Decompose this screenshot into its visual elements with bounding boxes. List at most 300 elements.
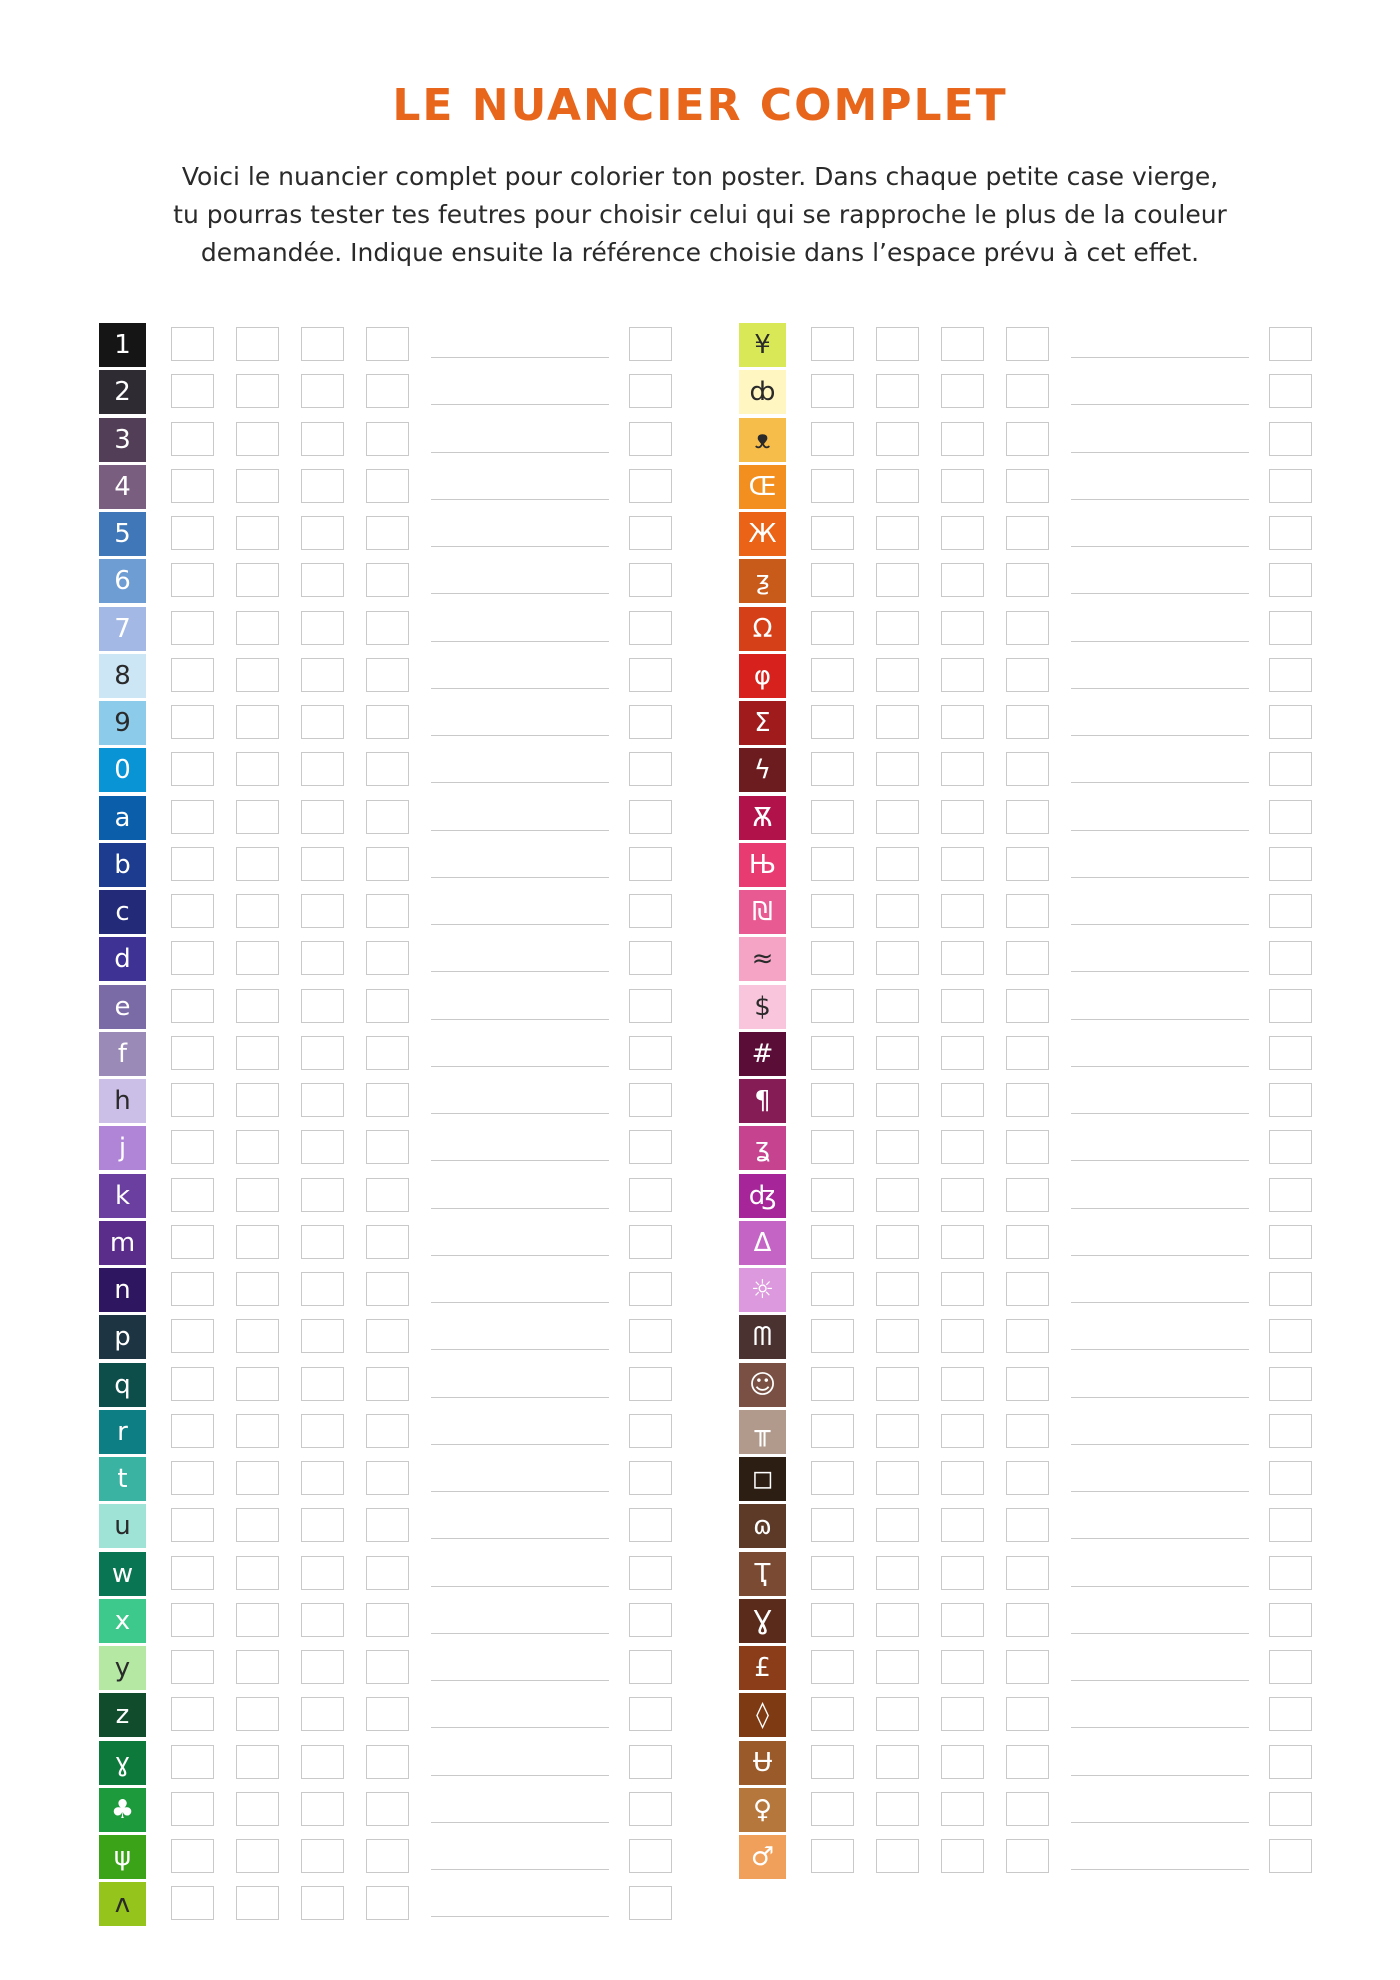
test-box-4[interactable] — [1006, 327, 1049, 361]
test-box-1[interactable] — [811, 1130, 854, 1164]
test-box-3[interactable] — [301, 800, 344, 834]
test-box-2[interactable] — [236, 1603, 279, 1637]
test-box-4[interactable] — [1006, 1556, 1049, 1590]
check-box[interactable] — [629, 1130, 672, 1164]
check-box[interactable] — [1269, 1319, 1312, 1353]
test-box-3[interactable] — [301, 752, 344, 786]
test-box-2[interactable] — [876, 847, 919, 881]
reference-line[interactable] — [1071, 1255, 1249, 1256]
test-box-1[interactable] — [811, 1792, 854, 1826]
test-box-1[interactable] — [171, 469, 214, 503]
test-box-3[interactable] — [941, 1178, 984, 1212]
reference-line[interactable] — [1071, 452, 1249, 453]
reference-line[interactable] — [1071, 499, 1249, 500]
test-box-1[interactable] — [171, 1036, 214, 1070]
check-box[interactable] — [1269, 752, 1312, 786]
test-box-4[interactable] — [366, 941, 409, 975]
test-box-1[interactable] — [171, 847, 214, 881]
test-box-1[interactable] — [811, 989, 854, 1023]
test-box-3[interactable] — [941, 1225, 984, 1259]
test-box-3[interactable] — [301, 1508, 344, 1542]
reference-line[interactable] — [1071, 688, 1249, 689]
test-box-3[interactable] — [941, 658, 984, 692]
test-box-4[interactable] — [1006, 1745, 1049, 1779]
test-box-1[interactable] — [171, 422, 214, 456]
test-box-3[interactable] — [301, 1367, 344, 1401]
test-box-3[interactable] — [941, 422, 984, 456]
reference-line[interactable] — [431, 1633, 609, 1634]
test-box-2[interactable] — [236, 658, 279, 692]
test-box-3[interactable] — [941, 516, 984, 550]
check-box[interactable] — [629, 1319, 672, 1353]
test-box-3[interactable] — [301, 1461, 344, 1495]
check-box[interactable] — [1269, 1745, 1312, 1779]
test-box-2[interactable] — [876, 705, 919, 739]
test-box-2[interactable] — [876, 894, 919, 928]
test-box-4[interactable] — [1006, 1603, 1049, 1637]
test-box-4[interactable] — [1006, 1130, 1049, 1164]
test-box-1[interactable] — [171, 1367, 214, 1401]
test-box-2[interactable] — [876, 1556, 919, 1590]
test-box-4[interactable] — [366, 516, 409, 550]
test-box-1[interactable] — [811, 1839, 854, 1873]
check-box[interactable] — [629, 894, 672, 928]
reference-line[interactable] — [1071, 1822, 1249, 1823]
reference-line[interactable] — [431, 1349, 609, 1350]
test-box-4[interactable] — [366, 1225, 409, 1259]
reference-line[interactable] — [1071, 1444, 1249, 1445]
check-box[interactable] — [1269, 1556, 1312, 1590]
test-box-1[interactable] — [171, 1461, 214, 1495]
reference-line[interactable] — [1071, 1349, 1249, 1350]
reference-line[interactable] — [431, 1727, 609, 1728]
check-box[interactable] — [629, 1036, 672, 1070]
check-box[interactable] — [629, 1603, 672, 1637]
test-box-3[interactable] — [941, 1130, 984, 1164]
reference-line[interactable] — [431, 924, 609, 925]
test-box-3[interactable] — [301, 1650, 344, 1684]
reference-line[interactable] — [1071, 1538, 1249, 1539]
test-box-4[interactable] — [366, 1272, 409, 1306]
test-box-4[interactable] — [1006, 1508, 1049, 1542]
check-box[interactable] — [629, 1792, 672, 1826]
test-box-3[interactable] — [941, 469, 984, 503]
test-box-4[interactable] — [1006, 800, 1049, 834]
test-box-4[interactable] — [1006, 1319, 1049, 1353]
test-box-2[interactable] — [876, 658, 919, 692]
reference-line[interactable] — [431, 1491, 609, 1492]
check-box[interactable] — [1269, 327, 1312, 361]
test-box-1[interactable] — [811, 1367, 854, 1401]
reference-line[interactable] — [1071, 1066, 1249, 1067]
reference-line[interactable] — [1071, 924, 1249, 925]
test-box-3[interactable] — [301, 516, 344, 550]
test-box-4[interactable] — [1006, 1036, 1049, 1070]
test-box-2[interactable] — [236, 1697, 279, 1731]
reference-line[interactable] — [431, 1113, 609, 1114]
test-box-4[interactable] — [366, 705, 409, 739]
reference-line[interactable] — [431, 1586, 609, 1587]
test-box-1[interactable] — [171, 1178, 214, 1212]
test-box-1[interactable] — [171, 1697, 214, 1731]
test-box-1[interactable] — [811, 941, 854, 975]
check-box[interactable] — [629, 1461, 672, 1495]
test-box-2[interactable] — [236, 563, 279, 597]
check-box[interactable] — [629, 658, 672, 692]
check-box[interactable] — [629, 1745, 672, 1779]
test-box-2[interactable] — [236, 1745, 279, 1779]
test-box-1[interactable] — [171, 1414, 214, 1448]
test-box-4[interactable] — [1006, 1272, 1049, 1306]
check-box[interactable] — [1269, 1272, 1312, 1306]
test-box-2[interactable] — [236, 989, 279, 1023]
test-box-3[interactable] — [941, 752, 984, 786]
test-box-2[interactable] — [876, 611, 919, 645]
test-box-2[interactable] — [876, 1083, 919, 1117]
test-box-2[interactable] — [236, 611, 279, 645]
check-box[interactable] — [629, 1178, 672, 1212]
test-box-3[interactable] — [301, 1697, 344, 1731]
reference-line[interactable] — [431, 1444, 609, 1445]
test-box-3[interactable] — [301, 1319, 344, 1353]
test-box-2[interactable] — [876, 1225, 919, 1259]
test-box-1[interactable] — [171, 1886, 214, 1920]
test-box-1[interactable] — [171, 705, 214, 739]
test-box-4[interactable] — [366, 894, 409, 928]
test-box-3[interactable] — [301, 1886, 344, 1920]
test-box-3[interactable] — [941, 1745, 984, 1779]
test-box-1[interactable] — [171, 611, 214, 645]
reference-line[interactable] — [1071, 830, 1249, 831]
test-box-1[interactable] — [811, 516, 854, 550]
test-box-3[interactable] — [941, 563, 984, 597]
reference-line[interactable] — [431, 735, 609, 736]
test-box-3[interactable] — [941, 327, 984, 361]
test-box-4[interactable] — [366, 327, 409, 361]
test-box-3[interactable] — [941, 1319, 984, 1353]
test-box-3[interactable] — [301, 1414, 344, 1448]
reference-line[interactable] — [1071, 1869, 1249, 1870]
check-box[interactable] — [629, 1272, 672, 1306]
test-box-2[interactable] — [236, 1839, 279, 1873]
test-box-1[interactable] — [171, 1603, 214, 1637]
test-box-2[interactable] — [236, 1225, 279, 1259]
test-box-2[interactable] — [236, 1508, 279, 1542]
reference-line[interactable] — [431, 1397, 609, 1398]
test-box-4[interactable] — [366, 1130, 409, 1164]
test-box-3[interactable] — [941, 1414, 984, 1448]
test-box-2[interactable] — [876, 989, 919, 1023]
check-box[interactable] — [629, 327, 672, 361]
test-box-3[interactable] — [941, 989, 984, 1023]
reference-line[interactable] — [1071, 546, 1249, 547]
reference-line[interactable] — [431, 404, 609, 405]
check-box[interactable] — [1269, 1414, 1312, 1448]
reference-line[interactable] — [1071, 1397, 1249, 1398]
check-box[interactable] — [629, 800, 672, 834]
check-box[interactable] — [1269, 422, 1312, 456]
check-box[interactable] — [629, 1367, 672, 1401]
test-box-4[interactable] — [366, 847, 409, 881]
check-box[interactable] — [629, 1697, 672, 1731]
test-box-1[interactable] — [171, 516, 214, 550]
test-box-4[interactable] — [366, 611, 409, 645]
reference-line[interactable] — [1071, 971, 1249, 972]
check-box[interactable] — [629, 563, 672, 597]
test-box-2[interactable] — [876, 1650, 919, 1684]
test-box-2[interactable] — [236, 469, 279, 503]
reference-line[interactable] — [1071, 1727, 1249, 1728]
reference-line[interactable] — [431, 1160, 609, 1161]
test-box-4[interactable] — [1006, 658, 1049, 692]
test-box-4[interactable] — [366, 1036, 409, 1070]
reference-line[interactable] — [1071, 877, 1249, 878]
test-box-4[interactable] — [366, 1603, 409, 1637]
test-box-4[interactable] — [366, 1508, 409, 1542]
test-box-2[interactable] — [236, 1556, 279, 1590]
test-box-1[interactable] — [811, 847, 854, 881]
test-box-2[interactable] — [236, 1130, 279, 1164]
reference-line[interactable] — [431, 641, 609, 642]
test-box-3[interactable] — [941, 374, 984, 408]
reference-line[interactable] — [431, 830, 609, 831]
test-box-3[interactable] — [941, 847, 984, 881]
test-box-3[interactable] — [301, 894, 344, 928]
test-box-1[interactable] — [171, 894, 214, 928]
test-box-1[interactable] — [811, 658, 854, 692]
test-box-1[interactable] — [811, 563, 854, 597]
reference-line[interactable] — [431, 1255, 609, 1256]
check-box[interactable] — [629, 941, 672, 975]
test-box-3[interactable] — [301, 1272, 344, 1306]
reference-line[interactable] — [431, 1302, 609, 1303]
test-box-4[interactable] — [1006, 894, 1049, 928]
test-box-2[interactable] — [236, 1083, 279, 1117]
test-box-2[interactable] — [236, 1367, 279, 1401]
reference-line[interactable] — [431, 1066, 609, 1067]
test-box-2[interactable] — [876, 752, 919, 786]
test-box-2[interactable] — [876, 1414, 919, 1448]
check-box[interactable] — [1269, 516, 1312, 550]
test-box-2[interactable] — [236, 800, 279, 834]
test-box-3[interactable] — [941, 1367, 984, 1401]
test-box-4[interactable] — [1006, 469, 1049, 503]
test-box-1[interactable] — [811, 1603, 854, 1637]
test-box-3[interactable] — [301, 327, 344, 361]
reference-line[interactable] — [431, 1916, 609, 1917]
test-box-3[interactable] — [941, 1461, 984, 1495]
test-box-3[interactable] — [301, 563, 344, 597]
test-box-4[interactable] — [1006, 941, 1049, 975]
reference-line[interactable] — [431, 1208, 609, 1209]
test-box-4[interactable] — [366, 1650, 409, 1684]
test-box-2[interactable] — [876, 1745, 919, 1779]
test-box-4[interactable] — [1006, 705, 1049, 739]
test-box-2[interactable] — [236, 847, 279, 881]
test-box-2[interactable] — [236, 327, 279, 361]
test-box-3[interactable] — [301, 1556, 344, 1590]
test-box-4[interactable] — [1006, 1697, 1049, 1731]
check-box[interactable] — [1269, 611, 1312, 645]
check-box[interactable] — [629, 1886, 672, 1920]
reference-line[interactable] — [1071, 1491, 1249, 1492]
test-box-2[interactable] — [236, 1461, 279, 1495]
test-box-3[interactable] — [301, 1792, 344, 1826]
test-box-2[interactable] — [236, 516, 279, 550]
reference-line[interactable] — [431, 1680, 609, 1681]
test-box-2[interactable] — [876, 800, 919, 834]
test-box-1[interactable] — [171, 1792, 214, 1826]
test-box-1[interactable] — [171, 1508, 214, 1542]
reference-line[interactable] — [1071, 1019, 1249, 1020]
check-box[interactable] — [629, 422, 672, 456]
test-box-4[interactable] — [1006, 1650, 1049, 1684]
reference-line[interactable] — [431, 357, 609, 358]
test-box-3[interactable] — [301, 705, 344, 739]
test-box-2[interactable] — [876, 1603, 919, 1637]
test-box-4[interactable] — [1006, 847, 1049, 881]
reference-line[interactable] — [1071, 357, 1249, 358]
test-box-4[interactable] — [1006, 1839, 1049, 1873]
check-box[interactable] — [1269, 1650, 1312, 1684]
reference-line[interactable] — [1071, 1302, 1249, 1303]
test-box-3[interactable] — [301, 989, 344, 1023]
test-box-1[interactable] — [811, 611, 854, 645]
test-box-1[interactable] — [171, 1272, 214, 1306]
test-box-2[interactable] — [236, 752, 279, 786]
check-box[interactable] — [629, 847, 672, 881]
check-box[interactable] — [1269, 374, 1312, 408]
test-box-4[interactable] — [1006, 1225, 1049, 1259]
reference-line[interactable] — [1071, 1208, 1249, 1209]
test-box-4[interactable] — [366, 800, 409, 834]
test-box-4[interactable] — [366, 1319, 409, 1353]
test-box-3[interactable] — [301, 658, 344, 692]
test-box-4[interactable] — [366, 1697, 409, 1731]
test-box-4[interactable] — [366, 1792, 409, 1826]
check-box[interactable] — [1269, 1697, 1312, 1731]
reference-line[interactable] — [431, 546, 609, 547]
test-box-3[interactable] — [301, 469, 344, 503]
test-box-2[interactable] — [876, 1697, 919, 1731]
check-box[interactable] — [629, 611, 672, 645]
test-box-4[interactable] — [1006, 752, 1049, 786]
check-box[interactable] — [629, 1414, 672, 1448]
check-box[interactable] — [1269, 705, 1312, 739]
test-box-4[interactable] — [366, 1461, 409, 1495]
test-box-2[interactable] — [876, 1130, 919, 1164]
reference-line[interactable] — [1071, 1680, 1249, 1681]
test-box-3[interactable] — [941, 1603, 984, 1637]
test-box-4[interactable] — [1006, 1083, 1049, 1117]
check-box[interactable] — [1269, 847, 1312, 881]
test-box-2[interactable] — [876, 1178, 919, 1212]
test-box-1[interactable] — [171, 800, 214, 834]
test-box-2[interactable] — [876, 1367, 919, 1401]
check-box[interactable] — [629, 1839, 672, 1873]
test-box-2[interactable] — [236, 422, 279, 456]
check-box[interactable] — [1269, 1603, 1312, 1637]
test-box-3[interactable] — [941, 1650, 984, 1684]
check-box[interactable] — [629, 752, 672, 786]
reference-line[interactable] — [1071, 404, 1249, 405]
test-box-1[interactable] — [811, 752, 854, 786]
test-box-1[interactable] — [811, 469, 854, 503]
check-box[interactable] — [1269, 1036, 1312, 1070]
test-box-2[interactable] — [236, 1792, 279, 1826]
test-box-2[interactable] — [236, 1414, 279, 1448]
test-box-4[interactable] — [366, 1886, 409, 1920]
test-box-4[interactable] — [366, 1556, 409, 1590]
test-box-2[interactable] — [236, 1272, 279, 1306]
test-box-4[interactable] — [366, 469, 409, 503]
test-box-4[interactable] — [1006, 422, 1049, 456]
test-box-2[interactable] — [876, 1272, 919, 1306]
test-box-3[interactable] — [941, 1036, 984, 1070]
test-box-2[interactable] — [876, 469, 919, 503]
test-box-1[interactable] — [811, 1745, 854, 1779]
test-box-3[interactable] — [941, 705, 984, 739]
test-box-3[interactable] — [941, 1792, 984, 1826]
reference-line[interactable] — [431, 877, 609, 878]
check-box[interactable] — [629, 705, 672, 739]
test-box-1[interactable] — [171, 563, 214, 597]
test-box-3[interactable] — [301, 1036, 344, 1070]
test-box-2[interactable] — [236, 705, 279, 739]
test-box-3[interactable] — [941, 800, 984, 834]
test-box-2[interactable] — [236, 1319, 279, 1353]
test-box-2[interactable] — [876, 941, 919, 975]
test-box-1[interactable] — [811, 1461, 854, 1495]
test-box-1[interactable] — [171, 1130, 214, 1164]
test-box-2[interactable] — [236, 1886, 279, 1920]
test-box-1[interactable] — [171, 1225, 214, 1259]
test-box-2[interactable] — [876, 1319, 919, 1353]
test-box-3[interactable] — [941, 1556, 984, 1590]
test-box-3[interactable] — [301, 1178, 344, 1212]
test-box-2[interactable] — [876, 327, 919, 361]
test-box-2[interactable] — [876, 1508, 919, 1542]
check-box[interactable] — [1269, 1792, 1312, 1826]
reference-line[interactable] — [1071, 735, 1249, 736]
check-box[interactable] — [1269, 941, 1312, 975]
test-box-2[interactable] — [236, 894, 279, 928]
test-box-2[interactable] — [876, 563, 919, 597]
check-box[interactable] — [1269, 469, 1312, 503]
test-box-2[interactable] — [236, 374, 279, 408]
test-box-2[interactable] — [236, 1178, 279, 1212]
reference-line[interactable] — [1071, 641, 1249, 642]
check-box[interactable] — [629, 516, 672, 550]
check-box[interactable] — [1269, 1461, 1312, 1495]
test-box-1[interactable] — [811, 374, 854, 408]
test-box-1[interactable] — [811, 894, 854, 928]
test-box-4[interactable] — [366, 1178, 409, 1212]
check-box[interactable] — [629, 989, 672, 1023]
test-box-4[interactable] — [366, 422, 409, 456]
check-box[interactable] — [1269, 1367, 1312, 1401]
test-box-3[interactable] — [301, 847, 344, 881]
check-box[interactable] — [629, 1508, 672, 1542]
test-box-1[interactable] — [171, 658, 214, 692]
test-box-3[interactable] — [301, 374, 344, 408]
reference-line[interactable] — [431, 499, 609, 500]
test-box-1[interactable] — [811, 1225, 854, 1259]
test-box-4[interactable] — [366, 1839, 409, 1873]
test-box-1[interactable] — [171, 1319, 214, 1353]
reference-line[interactable] — [1071, 782, 1249, 783]
test-box-1[interactable] — [171, 1083, 214, 1117]
